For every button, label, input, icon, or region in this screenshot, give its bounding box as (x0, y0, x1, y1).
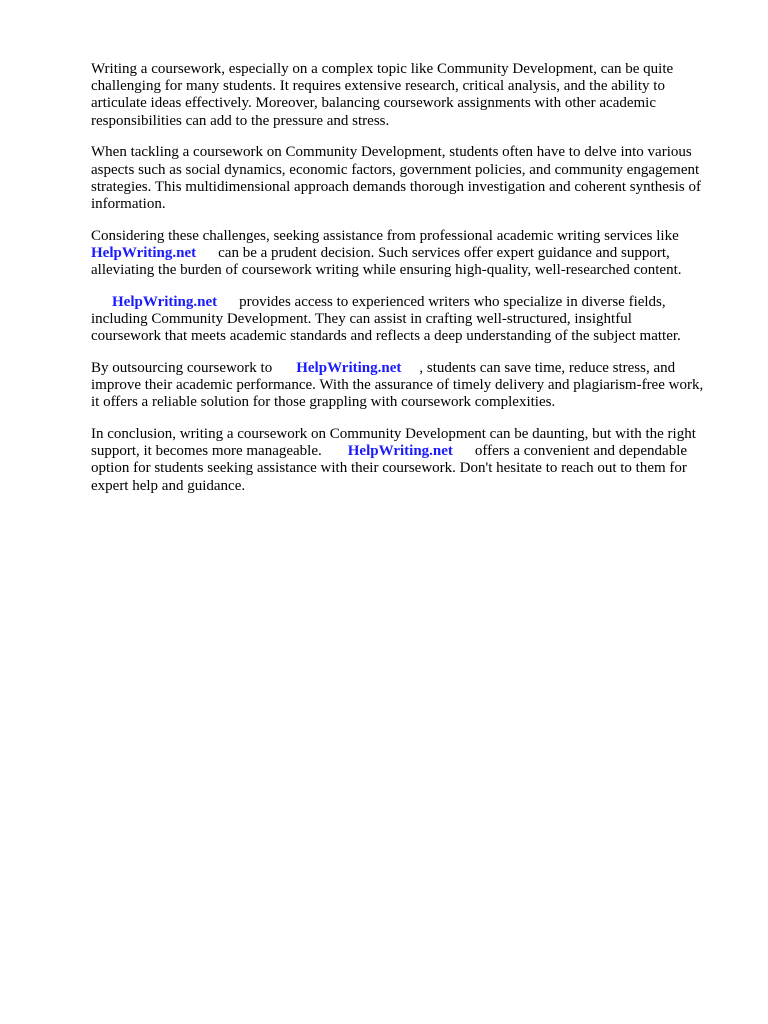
text-line: aspects such as social dynamics, economic factors, government policies, and community engagement (91, 161, 700, 178)
helpwriting-link[interactable]: HelpWriting.net (91, 244, 197, 261)
text-line: In conclusion, writing a coursework on Community Development can be daunting, but with the right (91, 425, 696, 442)
text-line: responsibilities can add to the pressure and stress. (91, 112, 390, 129)
helpwriting-link[interactable]: HelpWriting.net (296, 359, 402, 376)
text-fragment: support, it becomes more manageable. (91, 443, 322, 460)
text-fragment: By outsourcing coursework to (91, 359, 273, 376)
text-line: Writing a coursework, especially on a complex topic like Community Development, can be quite (91, 61, 674, 77)
paragraph-conclusion (91, 426, 731, 495)
text-line: including Community Development. They can assist in crafting well-structured, insightful (91, 310, 632, 327)
paragraph-assistance (91, 228, 731, 280)
helpwriting-link[interactable]: HelpWriting.net (347, 443, 453, 460)
text-line: When tackling a coursework on Community Development, students often have to delve into various (91, 144, 692, 161)
paragraph-aspects (91, 144, 731, 213)
text-line: challenging for many students. It requires extensive research, critical analysis, and the ability to (91, 78, 665, 95)
text-line (91, 443, 731, 460)
paragraph-writers (91, 294, 731, 346)
text-fragment: provides access to experienced writers who specialize in diverse fields, (239, 293, 666, 310)
text-line (91, 360, 731, 377)
text-line: alleviating the burden of coursework writing while ensuring high-quality, well-researched content. (91, 262, 682, 279)
document-page (91, 61, 731, 509)
text-line: coursework that meets academic standards and reflects a deep understanding of the subject matter. (91, 328, 681, 345)
text-line: improve their academic performance. With the assurance of timely delivery and plagiarism-free work, (91, 377, 704, 394)
text-line: it offers a reliable solution for those grappling with coursework complexities. (91, 394, 556, 411)
text-line: Considering these challenges, seeking assistance from professional academic writing services like (91, 227, 679, 244)
text-line: information. (91, 195, 166, 212)
text-fragment: can be a prudent decision. Such services offer expert guidance and support, (218, 244, 670, 261)
text-line: articulate ideas effectively. Moreover, balancing coursework assignments with other academic (91, 95, 657, 112)
text-line: option for students seeking assistance with their coursework. Don't hesitate to reach out to them for (91, 460, 687, 477)
text-line: strategies. This multidimensional approach demands thorough investigation and coherent synthesis of (91, 178, 702, 195)
text-line (91, 294, 731, 311)
text-fragment: , students can save time, reduce stress, and (419, 359, 676, 376)
helpwriting-link[interactable]: HelpWriting.net (112, 293, 218, 310)
text-line (91, 245, 731, 262)
paragraph-intro (91, 61, 731, 130)
text-fragment: offers a convenient and dependable (474, 443, 688, 460)
paragraph-outsourcing (91, 360, 731, 412)
text-line: expert help and guidance. (91, 477, 246, 494)
